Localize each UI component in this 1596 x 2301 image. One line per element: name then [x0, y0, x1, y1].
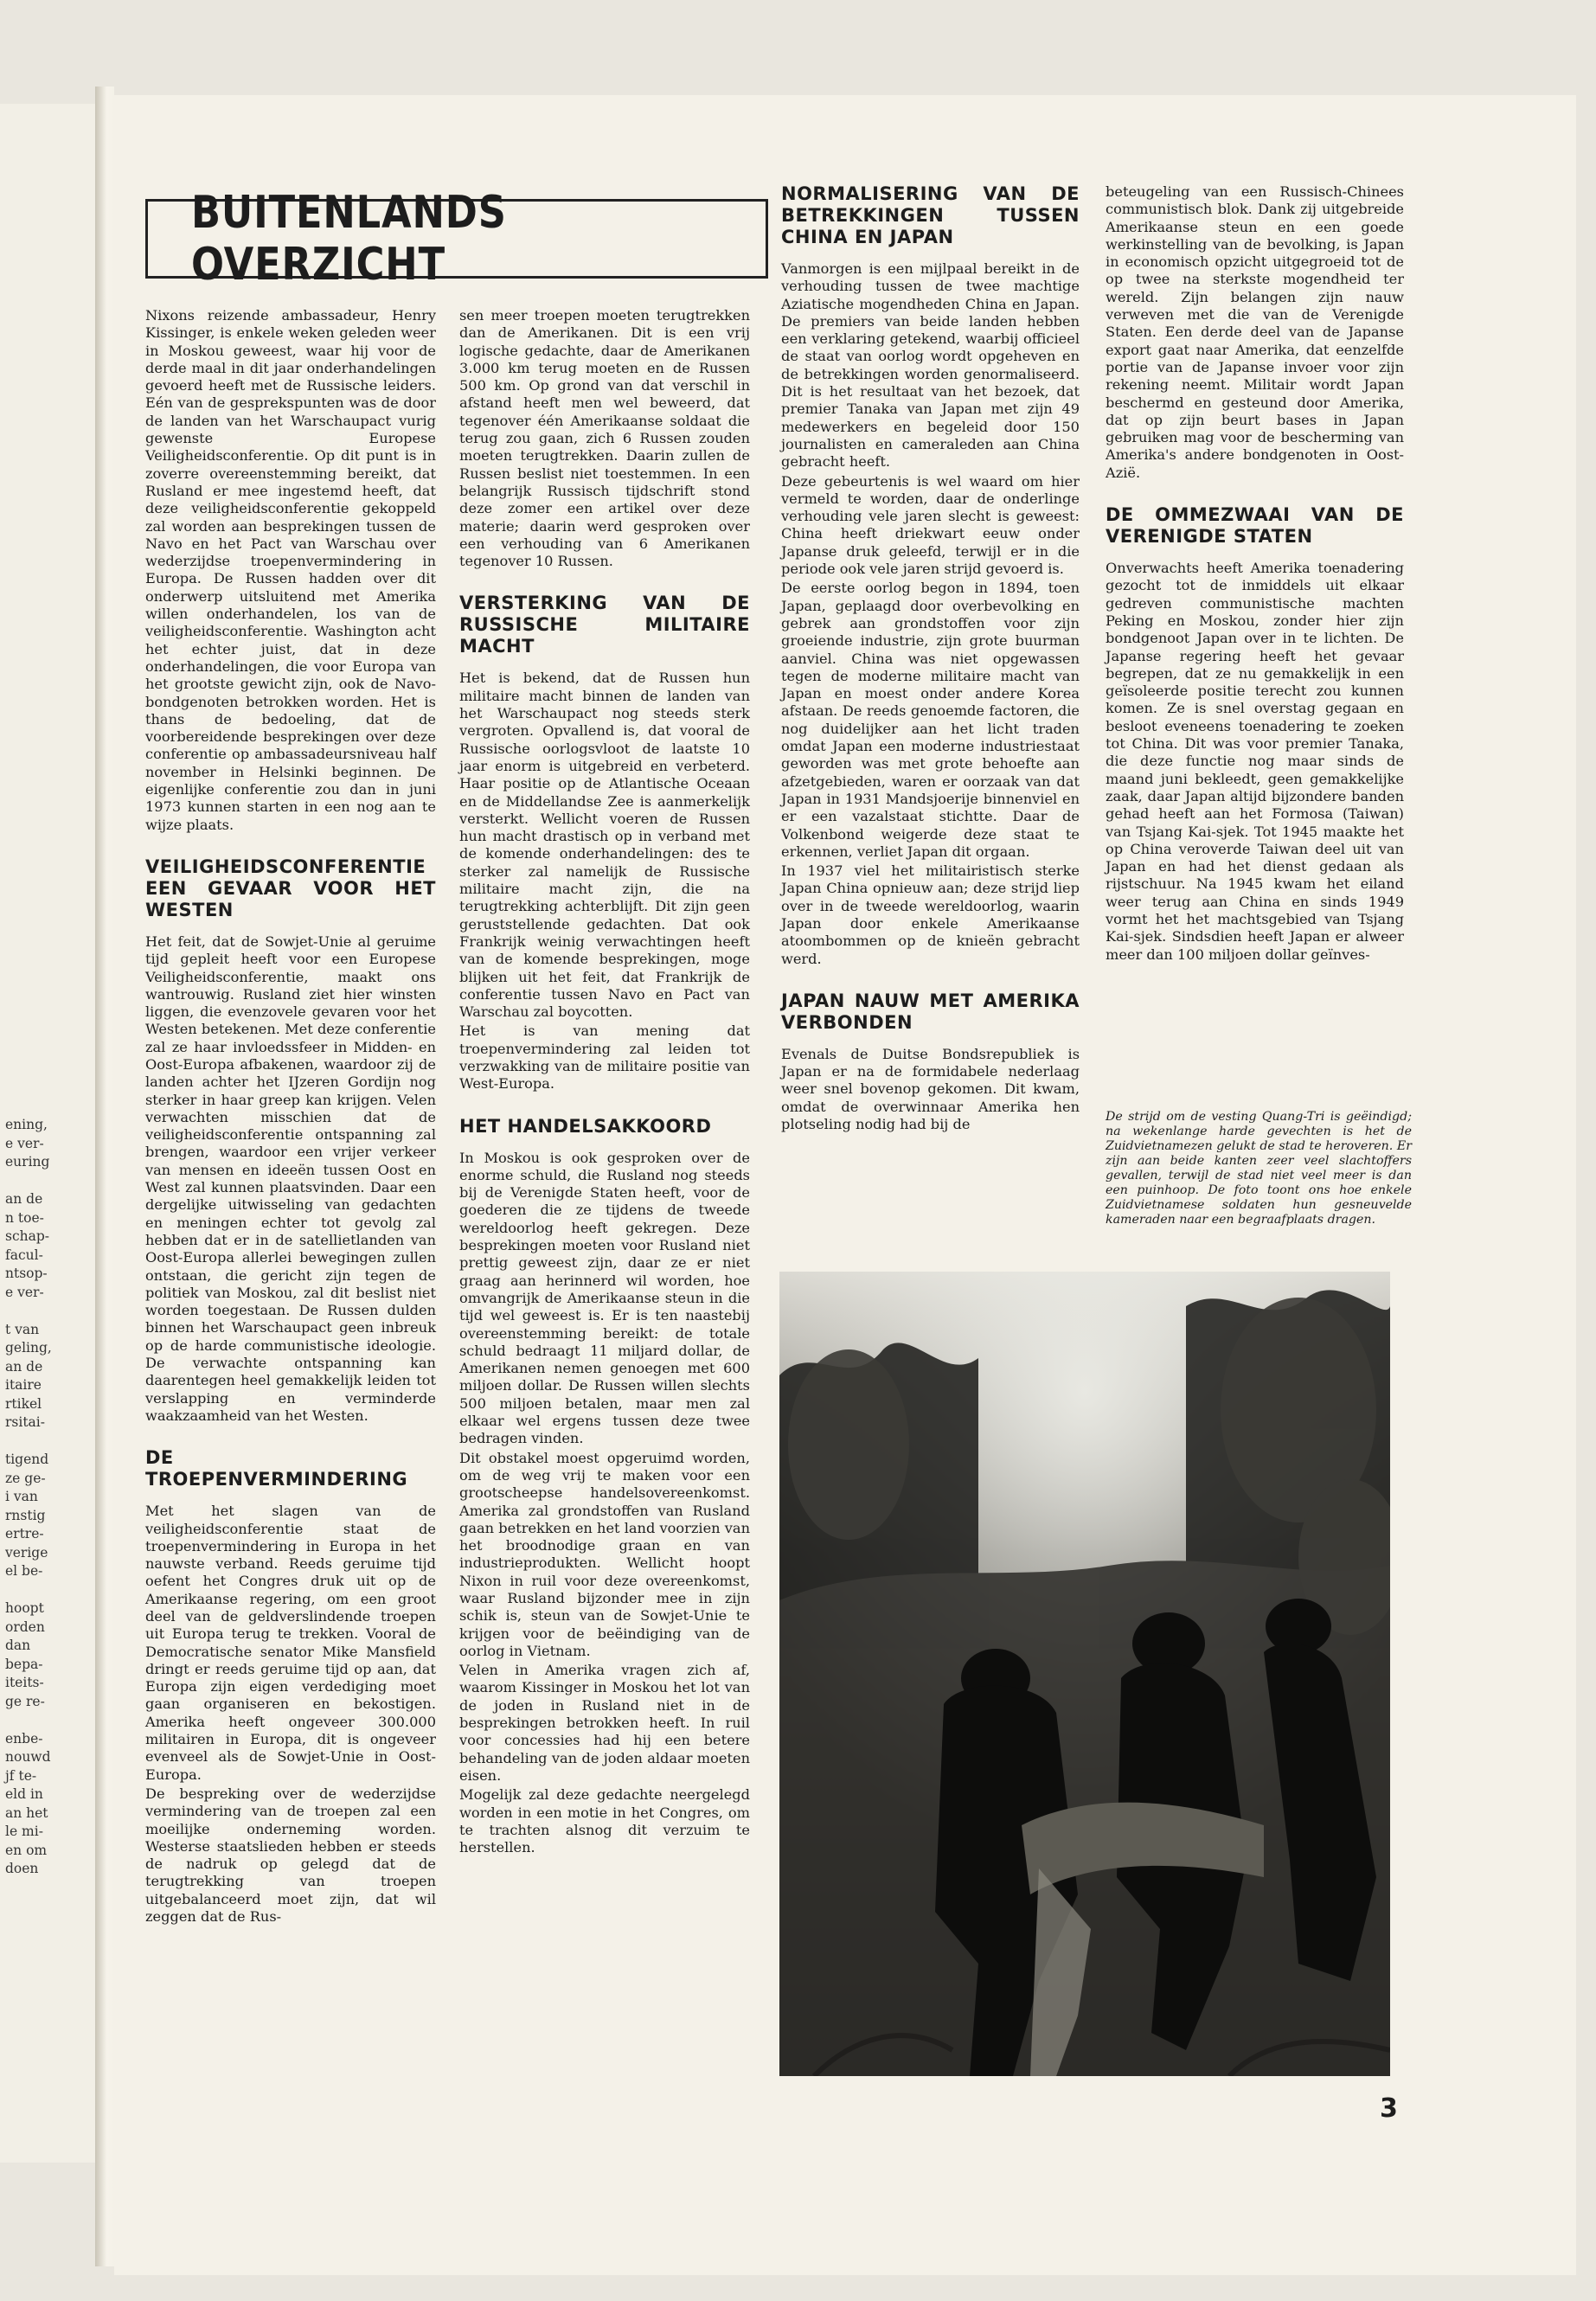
- margin-fragment: eld in: [5, 1786, 43, 1802]
- paragraph: Het is van mening dat troepenvermindering zal leiden tot verzwakking van de militaire positie van West-Europa.: [459, 1022, 750, 1093]
- paragraph: Velen in Amerika vragen zich af, waarom Kissinger in Moskou het lot van de joden in Rusland niet in de besprekingen betrokken heeft. In ruil voor concessies had hij een betere behandeling van de joden aldaar moeten eisen.: [459, 1662, 750, 1784]
- margin-fragment: rtikel: [5, 1395, 42, 1412]
- margin-fragment: hoopt: [5, 1600, 44, 1616]
- margin-fragment: dan: [5, 1638, 31, 1653]
- paragraph: Evenals de Duitse Bondsrepubliek is Japan er na de formidabele nederlaag weer snel bovenop gekomen. Dit kwam, omdat de overwinnaar Amerika hen plotseling nodig had bij de: [781, 1045, 1080, 1133]
- margin-fragment: t van: [5, 1321, 40, 1337]
- margin-fragment: le mi-: [5, 1823, 43, 1839]
- heading-china-japan: NORMALISERING VAN DE BETREKKINGEN TUSSEN CHINA EN JAPAN: [781, 183, 1080, 247]
- masthead-box: [145, 187, 768, 291]
- section-veiligheidsconferentie: [145, 933, 436, 1425]
- margin-fragment: geling,: [5, 1340, 52, 1356]
- margin-fragment: iteits-: [5, 1675, 44, 1690]
- paragraph: Met het slagen van de veiligheidsconferentie staat de troepenvermindering in Europa in het nauwste verband. Reeds geruime tijd oefent het Congres druk uit op de Amerikaanse regering, om een groot deel van de geldverslindende troepen uit Europa terug te trekken. Vooral de Democratische senator Mike Mansfield dringt er reeds geruime tijd op aan, dat Europa zijn eigen verdediging moet gaan organiseren en bekostigen. Amerika heeft ongeveer 300.000 militairen in Europa, dit is ongeveer evenveel als de Sowjet-Unie in Oost-Europa.: [145, 1503, 436, 1783]
- paragraph: In 1937 viel het militairistisch sterke Japan China opnieuw aan; deze strijd liep over in de tweede wereldoorlog, waarin Japan door enkele Amerikaanse atoombommen op de knieën gebracht werd.: [781, 862, 1080, 967]
- paragraph: De bespreking over de wederzijdse vermindering van de troepen zal een moeilijke onderneming worden. Westerse staatslieden hebben er steeds de nadruk op gelegd dat de terugtrekking van troepen uitgebalanceerd moet zijn, dat wil zeggen dat de Rus-: [145, 1785, 436, 1926]
- paragraph: Vanmorgen is een mijlpaal bereikt in de verhouding tussen de twee machtige Aziatische mogendheden China en Japan. De premiers van beide landen hebben een verklaring getekend, waarbij officieel de staat van oorlog wordt opgeheven en de betrekkingen worden genormaliseerd. Dit is het resultaat van het bezoek, dat premier Tanaka van Japan met zijn 49 medewerkers en begeleid door 150 journalisten en cameraleden aan China gebracht heeft.: [781, 260, 1080, 471]
- photo-caption: De strijd om de vesting Quang-Tri is geëindigd; na wekenlange harde gevechten is het de Zuidvietnamezen gelukt de stad te heroveren. Er zijn aan beide kanten zeer veel slachtoffers gevallen, terwijl de stad niet veel meer is dan een puinhoop. De foto toont ons hoe enkele Zuidvietnamese soldaten hun gesneuvelde kameraden naar een begraafplaats dragen.: [1106, 1110, 1412, 1227]
- margin-fragment: rsitai-: [5, 1414, 45, 1430]
- margin-fragment: tigend: [5, 1452, 49, 1467]
- paragraph: Mogelijk zal deze gedachte neergelegd worden in een motie in het Congres, om te trachten alsnog dit verzuim te herstellen.: [459, 1786, 750, 1856]
- war-photo: [779, 1272, 1390, 2076]
- margin-fragment: itaire: [5, 1377, 42, 1393]
- paragraph: Deze gebeurtenis is wel waard om hier vermeld te worden, daar de onderlinge verhouding vele jaren slecht is geweest: China heeft driekwart eeuw onder Japanse druk geleefd, terwijl er in die periode ook vele jaren strijd gevoerd is.: [781, 472, 1080, 578]
- margin-fragment: an de: [5, 1358, 43, 1375]
- margin-fragment: euring: [5, 1154, 50, 1170]
- paragraph: sen meer troepen moeten terugtrekken dan de Amerikanen. Dit is een vrij logische gedachte, daar de Amerikanen 3.000 km terug moeten en de Russen 500 km. Op grond van dat verschil in afstand heeft men wel beweerd, dat tegenover één Amerikaanse soldaat die terug zou gaan, zich 6 Russen zouden moeten terugtrekken. Daarin zullen de Russen beslist niet toestemmen. In een belangrijk Russisch tijdschrift stond deze zomer een artikel over deze materie; daarin werd gesproken over een verhouding van 6 Amerikanen tegenover 10 Russen.: [459, 307, 750, 570]
- section-china-japan: [781, 260, 1080, 968]
- margin-fragment: schap-: [5, 1228, 50, 1244]
- margin-fragment: enbe-: [5, 1730, 43, 1747]
- paragraph: Het feit, dat de Sowjet-Unie al geruime tijd gepleit heeft voor een Europese Veiligheidsconferentie, maakt ons wantrouwig. Rusland ziet hier winsten liggen, die evenzovele gevaren voor het Westen betekenen. Met deze conferentie zal ze haar invloedssfeer in Midden- en Oost-Europa afbakenen, waardoor zij de landen achter het IJzeren Gordijn nog sterker in haar greep kan krijgen. Velen verwachten misschien dat de veiligheidsconferentie ontspanning zal brengen, waardoor een vrijer verkeer van mensen en ideeën tussen Oost en West zal kunnen plaatsvinden. Daar een dergelijke uitwisseling van gedachten en meningen echter tot gevolg zal hebben dat er in de satellietlanden van Oost-Europa allerlei bewegingen zullen ontstaan, die gericht zijn tegen de politiek van Moskou, zal dit beslist niet worden toegestaan. De Russen dulden binnen het Warschaupact geen inbreuk op de harde communistische ideologie. De verwachte ontspanning kan daarentegen heel gemakkelijk leiden tot verslapping en verminderde waakzaamheid van het Westen.: [145, 933, 436, 1424]
- heading-troepenvermindering: DE TROEPENVERMINDERING: [145, 1447, 408, 1490]
- section-russische-macht: [459, 670, 750, 1093]
- section-handelsakkoord: [459, 1150, 750, 1857]
- margin-fragment: e ver-: [5, 1135, 44, 1151]
- paragraph: Nixons reizende ambassadeur, Henry Kissinger, is enkele weken geleden weer in Moskou geweest, waar hij voor de derde maal in dit jaar onderhandelingen gevoerd heeft met de Russische leiders. Eén van de gesprekspunten was de door de landen van het Warschaupact vurig gewenste Europese Veiligheidsconferentie. Op dit punt is in zoverre overeenstemming bereikt, dat Rusland er mee ingestemd heeft, dat deze veiligheidsconferentie gekoppeld zal worden aan besprekingen tussen de Navo en het Pact van Warschau over wederzijdse troepenvermindering in Europa. De Russen hadden over dit onderwerp uitsluitend met Amerika willen onderhandelen, los van de veiligheidsconferentie. Washington acht het echter juist, dat in deze onderhandelingen, die voor Europa van het grootste gewicht zijn, ook de Navo-bondgenoten betrokken worden. Het is thans de bedoeling, dat de voorbereidende besprekingen over deze conferentie op ambassadeursniveau half november in Helsinki beginnen. De eigenlijke conferentie zou dan in juni 1973 kunnen starten in een nog aan te wijze plaats.: [145, 307, 436, 833]
- margin-fragment: bepa-: [5, 1656, 43, 1672]
- column-2: [459, 307, 750, 1858]
- margin-fragment: ze ge-: [5, 1470, 46, 1486]
- paragraph: In Moskou is ook gesproken over de enorme schuld, die Rusland nog steeds bij de Verenigde Staten heeft, voor de goederen die ze tijdens de tweede wereldoorlog heeft gekregen. Deze besprekingen moeten voor Rusland niet prettig geweest zijn, daar ze er niet graag aan herinnerd wil worden, hoe omvangrijk de Amerikaanse steun in die tijd wel geweest is. Er is ten naastebij overeenstemming bereikt: de totale schuld bedraagt 11 miljard dollar, de Amerikanen nemen genoegen met 600 miljoen dollar. De Russen willen slechts 500 miljoen betalen, maar men zal elkaar wel ergens tussen deze twee bedragen vinden.: [459, 1149, 750, 1447]
- margin-fragment: el be-: [5, 1563, 43, 1579]
- margin-fragment: ening,: [5, 1117, 48, 1132]
- section-troepen-continued: [459, 307, 750, 570]
- column-4: [1106, 183, 1404, 965]
- column-1: [145, 307, 436, 1927]
- soldiers-carrying-stretcher-photo: [779, 1272, 1390, 2076]
- heading-veiligheidsconferentie: VEILIGHEIDSCONFERENTIE EEN GEVAAR VOOR HET WESTEN: [145, 856, 436, 920]
- paragraph: beteugeling van een Russisch-Chinees communistisch blok. Dank zij uitgebreide Amerikaanse steun en een goede werkinstelling van de bevolking, is Japan in economisch opzicht uitgegroeid tot de op twee na sterkste mogendheid ter wereld. Zijn belangen zijn nauw verweven met die van de Verenigde Staten. Een derde deel van de Japanse export gaat naar Amerika, dat eenzelfde portie van de Japanse invoer voor zijn rekening neemt. Militair wordt Japan beschermd en gesteund door Amerika, dat op zijn beurt bases in Japan gebruiken mag voor de bescherming van Amerika's andere bondgenoten in Oost-Azië.: [1106, 183, 1404, 481]
- margin-fragment: i van: [5, 1489, 38, 1504]
- masthead-title: BUITENLANDS OVERZICHT: [190, 187, 507, 291]
- heading-ommezwaai: DE OMMEZWAAI VAN DE VERENIGDE STATEN: [1106, 504, 1404, 548]
- page-number: 3: [1380, 2093, 1398, 2124]
- margin-fragment: facul-: [5, 1247, 43, 1263]
- margin-fragment: doen: [5, 1861, 39, 1876]
- margin-fragment: an de: [5, 1191, 43, 1207]
- margin-fragment: ertre-: [5, 1526, 44, 1541]
- margin-fragment: e ver-: [5, 1284, 44, 1300]
- margin-fragment: ntsop-: [5, 1266, 48, 1281]
- heading-japan-amerika: JAPAN NAUW MET AMERIKA VERBONDEN: [781, 990, 1080, 1033]
- margin-fragment: rnstig: [5, 1507, 46, 1523]
- page-gutter: [95, 87, 114, 2266]
- section-troepenvermindering: [145, 1503, 436, 1926]
- section-ommezwaai: [1106, 560, 1404, 964]
- article-intro: [145, 307, 436, 834]
- margin-fragment: ge re-: [5, 1693, 45, 1709]
- section-japan-amerika: [781, 1046, 1080, 1133]
- paragraph: Dit obstakel moest opgeruimd worden, om de weg vrij te maken voor een grootscheepse handelsovereenkomst. Amerika zal grondstoffen van Rusland gaan betrekken en het land voorzien van het broodnodige graan en van industrieprodukten. Wellicht hoopt Nixon in ruil voor deze overeenkomst, waar Rusland bijzonder mee in zijn schik is, steun van de Sowjet-Unie te krijgen voor de beëindiging van de oorlog in Vietnam.: [459, 1449, 750, 1659]
- heading-handelsakkoord: HET HANDELSAKKOORD: [459, 1115, 712, 1137]
- margin-fragment: n toe-: [5, 1209, 44, 1226]
- column-3: [781, 183, 1080, 1135]
- heading-russische-macht: VERSTERKING VAN DE RUSSISCHE MILITAIRE MACHT: [459, 593, 750, 657]
- section-japan-continued: [1106, 183, 1404, 482]
- margin-fragment: en om: [5, 1842, 48, 1858]
- margin-fragment: an het: [5, 1804, 48, 1821]
- margin-fragment: nouwd: [5, 1749, 51, 1765]
- previous-page-edge: [0, 104, 104, 2163]
- margin-fragment: orden: [5, 1618, 45, 1635]
- paragraph: Het is bekend, dat de Russen hun militaire macht binnen de landen van het Warschaupact nog steeds sterk vergroten. Opvallend is, dat vooral de Russische oorlogsvloot de laatste 10 jaar enorm is uitgebreid en verbeterd. Haar positie op de Atlantische Oceaan en de Middellandse Zee is aanmerkelijk versterkt. Wellicht voeren de Russen hun macht drastisch op in verband met de komende onderhandelingen: des te sterker zal namelijk de Russische militaire macht zijn, die na terugtrekking achterblijft. Dit zijn geen geruststellende gedachten. Dat ook Frankrijk weinig verwachtingen heeft van de komende besprekingen, moge blijken uit het feit, dat Frankrijk de conferentie tussen Navo en Pact van Warschau zal boycotten.: [459, 670, 750, 1021]
- margin-fragment: jf te-: [5, 1767, 37, 1784]
- paragraph: De eerste oorlog begon in 1894, toen Japan, geplaagd door overbevolking en gebrek aan grondstoffen voor zijn groeiende industrie, zijn grote buurman aanviel. China was niet opgewassen tegen de moderne militaire macht van Japan en moest onder andere Korea afstaan. De reeds genoemde factoren, die nog duidelijker aan het licht traden omdat Japan een moderne industriestaat geworden was met grote behoefte aan afzetgebieden, waren er oorzaak van dat Japan in 1931 Mandsjoerije binnenviel en er een vazalstaat stichtte. Daar de Volkenbond weigerde deze staat te erkennen, verliet Japan dit orgaan.: [781, 580, 1080, 860]
- paragraph: Onverwachts heeft Amerika toenadering gezocht tot de inmiddels uit elkaar gedreven communistische machten Peking en Moskou, zonder hier zijn bondgenoot Japan over in te lichten. De Japanse regering heeft het gevaar begrepen, dat ze nu gemakkelijk in een geïsoleerde positie terecht zou kunnen komen. Ze is snel overstag gegaan en besloot eveneens toenadering te zoeken tot China. Dit was voor premier Tanaka, die deze functie nog maar sinds de maand juni bekleedt, geen gemakkelijke zaak, daar Japan altijd bijzondere banden gehad heeft aan het Formosa (Taiwan) van Tsjang Kai-sjek. Tot 1945 maakte het op China veroverde Taiwan deel uit van Japan en had het dienst gedaan als rijstschuur. Na 1945 kwam het eiland weer terug aan China en sinds 1949 vormt het het machtsgebied van Tsjang Kai-sjek. Sindsdien heeft Japan er alweer meer dan 100 miljoen dollar geïnves-: [1106, 560, 1404, 963]
- margin-fragment: verige: [5, 1544, 48, 1561]
